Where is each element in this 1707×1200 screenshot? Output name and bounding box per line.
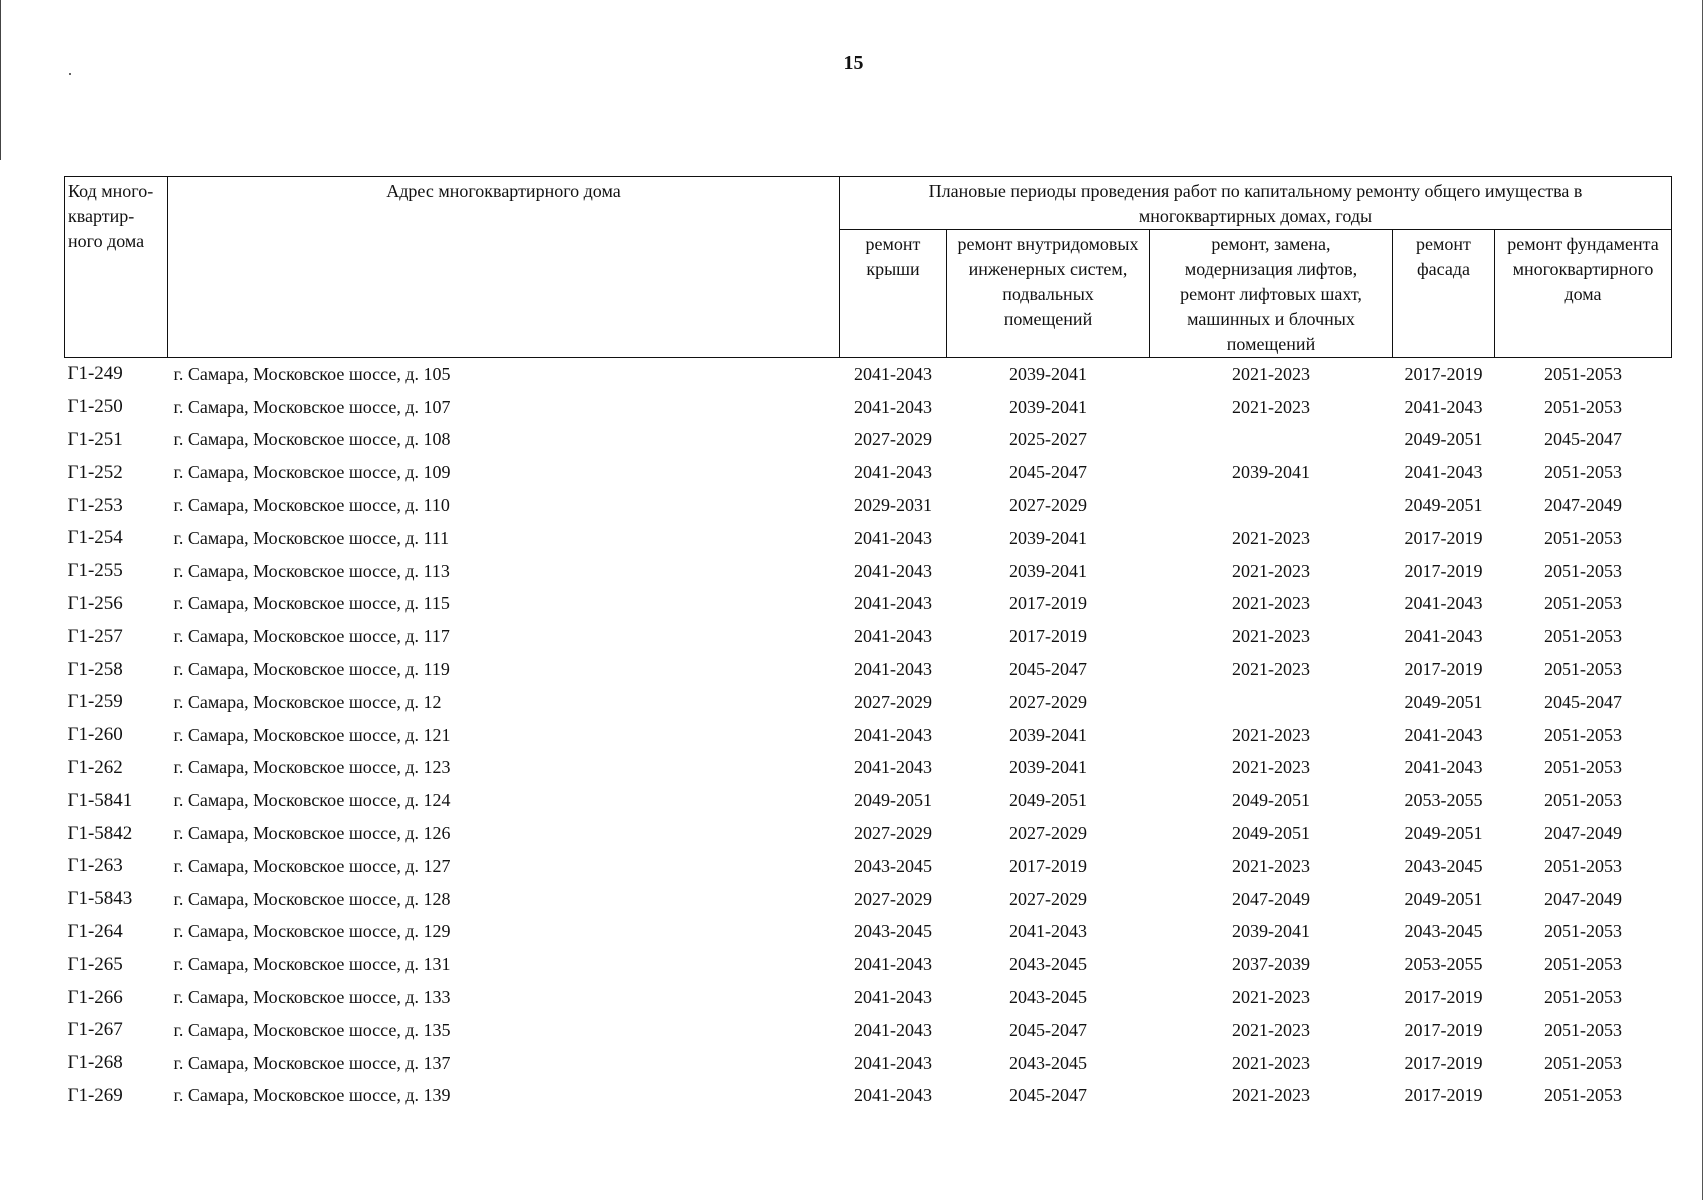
code-cell: Г1-257 [67, 625, 123, 647]
table-row [65, 752, 1672, 785]
facade-cell: 2017-2019 [1404, 987, 1483, 1008]
facade-cell: 2041-2043 [1404, 462, 1483, 483]
header-roof: ремонт крыши [840, 230, 947, 358]
table-row [65, 883, 1672, 916]
facade-cell: 2049-2051 [1404, 429, 1483, 450]
facade-cell: 2017-2019 [1404, 1085, 1483, 1106]
address-cell: г. Самара, Московское шоссе, д. 128 [173, 888, 451, 909]
roof-cell: 2041-2043 [854, 560, 932, 581]
engineering-cell: 2027-2029 [1009, 888, 1087, 909]
header-address: Адрес многоквартирного дома [168, 177, 840, 358]
address-cell: г. Самара, Московское шоссе, д. 113 [173, 560, 450, 581]
table-row [65, 817, 1672, 850]
table-row [65, 620, 1672, 653]
roof-cell: 2041-2043 [854, 724, 932, 745]
address-cell: г. Самара, Московское шоссе, д. 137 [173, 1052, 451, 1073]
engineering-cell: 2045-2047 [1009, 659, 1087, 680]
engineering-cell: 2043-2045 [1009, 987, 1087, 1008]
facade-cell: 2041-2043 [1404, 396, 1483, 417]
address-cell: г. Самара, Московское шоссе, д. 123 [173, 757, 451, 778]
engineering-cell: 2017-2019 [1009, 593, 1087, 614]
facade-cell: 2053-2055 [1404, 954, 1483, 975]
engineering-cell: 2045-2047 [1009, 462, 1087, 483]
code-cell: Г1-264 [67, 920, 123, 942]
table-row [65, 784, 1672, 817]
table-row [65, 424, 1672, 457]
code-cell: Г1-255 [67, 560, 123, 582]
address-cell: г. Самара, Московское шоссе, д. 109 [173, 462, 451, 483]
elevator-cell: 2021-2023 [1232, 363, 1310, 384]
table-row [65, 588, 1672, 621]
roof-cell: 2027-2029 [854, 691, 932, 712]
code-cell: Г1-263 [67, 855, 123, 877]
roof-cell: 2043-2045 [854, 855, 932, 876]
table-row [65, 358, 1672, 391]
elevator-cell: 2021-2023 [1232, 855, 1310, 876]
address-cell: г. Самара, Московское шоссе, д. 127 [173, 855, 451, 876]
facade-cell: 2041-2043 [1404, 757, 1483, 778]
table-row [65, 850, 1672, 883]
code-cell: Г1-262 [67, 756, 123, 778]
engineering-cell: 2027-2029 [1009, 495, 1087, 516]
elevator-cell: 2021-2023 [1232, 626, 1310, 647]
facade-cell: 2017-2019 [1404, 659, 1483, 680]
code-cell: Г1-265 [67, 953, 123, 975]
code-cell: Г1-250 [67, 396, 123, 418]
table-row [65, 719, 1672, 752]
elevator-cell: 2021-2023 [1232, 1019, 1310, 1040]
roof-cell: 2041-2043 [854, 757, 932, 778]
code-cell: Г1-260 [67, 724, 123, 746]
facade-cell: 2017-2019 [1404, 527, 1483, 548]
elevator-cell: 2021-2023 [1232, 593, 1310, 614]
roof-cell: 2041-2043 [854, 396, 932, 417]
table-row [65, 555, 1672, 588]
table-row [65, 1047, 1672, 1080]
engineering-cell: 2043-2045 [1009, 954, 1087, 975]
address-cell: г. Самара, Московское шоссе, д. 115 [173, 593, 450, 614]
elevator-cell: 2039-2041 [1232, 462, 1310, 483]
foundation-cell: 2051-2053 [1544, 1019, 1622, 1040]
elevator-cell: 2021-2023 [1232, 987, 1310, 1008]
address-cell: г. Самара, Московское шоссе, д. 124 [173, 790, 451, 811]
elevator-cell: 2021-2023 [1232, 757, 1310, 778]
facade-cell: 2017-2019 [1404, 560, 1483, 581]
foundation-cell: 2051-2053 [1544, 396, 1622, 417]
code-cell: Г1-259 [67, 691, 123, 713]
address-cell: г. Самара, Московское шоссе, д. 110 [173, 495, 450, 516]
table-row [65, 948, 1672, 981]
code-cell: Г1-254 [67, 527, 123, 549]
foundation-cell: 2051-2053 [1544, 757, 1622, 778]
engineering-cell: 2041-2043 [1009, 921, 1087, 942]
engineering-cell: 2039-2041 [1009, 560, 1087, 581]
roof-cell: 2041-2043 [854, 363, 932, 384]
header-row-1 [65, 177, 1672, 230]
foundation-cell: 2051-2053 [1544, 921, 1622, 942]
foundation-cell: 2051-2053 [1544, 527, 1622, 548]
roof-cell: 2029-2031 [854, 495, 932, 516]
left-scan-edge [0, 0, 1, 160]
table-row [65, 981, 1672, 1014]
roof-cell: 2041-2043 [854, 593, 932, 614]
table-row [65, 456, 1672, 489]
engineering-cell: 2017-2019 [1009, 855, 1087, 876]
address-cell: г. Самара, Московское шоссе, д. 111 [173, 527, 450, 548]
elevator-cell: 2049-2051 [1232, 823, 1310, 844]
address-cell: г. Самара, Московское шоссе, д. 117 [173, 626, 450, 647]
code-cell: Г1-269 [67, 1084, 123, 1106]
facade-cell: 2017-2019 [1404, 1052, 1483, 1073]
foundation-cell: 2051-2053 [1544, 363, 1622, 384]
foundation-cell: 2051-2053 [1544, 790, 1622, 811]
address-cell: г. Самара, Московское шоссе, д. 139 [173, 1085, 451, 1106]
roof-cell: 2041-2043 [854, 626, 932, 647]
elevator-cell: 2021-2023 [1232, 1052, 1310, 1073]
roof-cell: 2041-2043 [854, 659, 932, 680]
header-facade: ремонт фасада [1393, 230, 1495, 358]
code-cell: Г1-253 [67, 494, 123, 516]
address-cell: г. Самара, Московское шоссе, д. 105 [173, 363, 451, 384]
elevator-cell: 2047-2049 [1232, 888, 1310, 909]
roof-cell: 2041-2043 [854, 1019, 932, 1040]
foundation-cell: 2051-2053 [1544, 626, 1622, 647]
elevator-cell: 2021-2023 [1232, 527, 1310, 548]
elevator-cell: 2021-2023 [1232, 560, 1310, 581]
header-group: Плановые периоды проведения работ по капитальному ремонту общего имущества в многоквартирных домах, годы [840, 177, 1672, 230]
engineering-cell: 2039-2041 [1009, 363, 1087, 384]
foundation-cell: 2051-2053 [1544, 593, 1622, 614]
facade-cell: 2049-2051 [1404, 888, 1483, 909]
foundation-cell: 2045-2047 [1544, 429, 1622, 450]
foundation-cell: 2051-2053 [1544, 560, 1622, 581]
roof-cell: 2041-2043 [854, 987, 932, 1008]
roof-cell: 2027-2029 [854, 823, 932, 844]
page-number: 15 [843, 52, 864, 74]
elevator-cell [1150, 424, 1393, 457]
address-cell: г. Самара, Московское шоссе, д. 131 [173, 954, 451, 975]
table-row [65, 391, 1672, 424]
elevator-cell: 2021-2023 [1232, 396, 1310, 417]
facade-cell: 2017-2019 [1404, 363, 1483, 384]
facade-cell: 2041-2043 [1404, 593, 1483, 614]
engineering-cell: 2027-2029 [1009, 823, 1087, 844]
elevator-cell: 2021-2023 [1232, 1085, 1310, 1106]
roof-cell: 2041-2043 [854, 462, 932, 483]
address-cell: г. Самара, Московское шоссе, д. 119 [173, 659, 450, 680]
facade-cell: 2041-2043 [1404, 724, 1483, 745]
table-row [65, 653, 1672, 686]
elevator-cell: 2049-2051 [1232, 790, 1310, 811]
code-cell: Г1-258 [67, 658, 123, 680]
code-cell: Г1-249 [67, 363, 123, 385]
roof-cell: 2041-2043 [854, 527, 932, 548]
code-cell: Г1-267 [67, 1019, 123, 1041]
address-cell: г. Самара, Московское шоссе, д. 135 [173, 1019, 451, 1040]
engineering-cell: 2027-2029 [1009, 691, 1087, 712]
foundation-cell: 2047-2049 [1544, 888, 1622, 909]
table-row [65, 489, 1672, 522]
table-row [65, 1014, 1672, 1047]
engineering-cell: 2025-2027 [1009, 429, 1087, 450]
foundation-cell: 2051-2053 [1544, 659, 1622, 680]
foundation-cell: 2047-2049 [1544, 823, 1622, 844]
header-foundation: ремонт фундамента многоквартирного дома [1495, 230, 1672, 358]
address-cell: г. Самара, Московское шоссе, д. 107 [173, 396, 451, 417]
code-cell: Г1-266 [67, 986, 123, 1008]
table-row [65, 916, 1672, 949]
elevator-cell [1150, 686, 1393, 719]
code-cell: Г1-252 [67, 461, 123, 483]
address-cell: г. Самара, Московское шоссе, д. 133 [173, 987, 451, 1008]
roof-cell: 2041-2043 [854, 1052, 932, 1073]
header-engineering: ремонт внутридомовых инженерных систем, подвальных помещений [947, 230, 1150, 358]
table-row [65, 522, 1672, 555]
roof-cell: 2041-2043 [854, 954, 932, 975]
facade-cell: 2041-2043 [1404, 626, 1483, 647]
roof-cell: 2027-2029 [854, 429, 932, 450]
code-cell: Г1-256 [67, 592, 123, 614]
engineering-cell: 2049-2051 [1009, 790, 1087, 811]
facade-cell: 2049-2051 [1404, 495, 1483, 516]
elevator-cell: 2037-2039 [1232, 954, 1310, 975]
code-cell: Г1-251 [67, 428, 123, 450]
header-elevator: ремонт, замена, модернизация лифтов, ремонт лифтовых шахт, машинных и блочных помещений [1150, 230, 1393, 358]
repair-schedule-table [64, 176, 1672, 1112]
engineering-cell: 2039-2041 [1009, 396, 1087, 417]
address-cell: г. Самара, Московское шоссе, д. 126 [173, 823, 451, 844]
engineering-cell: 2017-2019 [1009, 626, 1087, 647]
engineering-cell: 2039-2041 [1009, 724, 1087, 745]
facade-cell: 2017-2019 [1404, 1019, 1483, 1040]
table-row [65, 1080, 1672, 1113]
facade-cell: 2049-2051 [1404, 691, 1483, 712]
code-cell: Г1-5841 [67, 789, 133, 811]
engineering-cell: 2039-2041 [1009, 757, 1087, 778]
roof-cell: 2027-2029 [854, 888, 932, 909]
elevator-cell [1150, 489, 1393, 522]
roof-cell: 2041-2043 [854, 1085, 932, 1106]
foundation-cell: 2051-2053 [1544, 724, 1622, 745]
address-cell: г. Самара, Московское шоссе, д. 108 [173, 429, 451, 450]
foundation-cell: 2045-2047 [1544, 691, 1622, 712]
facade-cell: 2043-2045 [1404, 855, 1483, 876]
foundation-cell: 2047-2049 [1544, 495, 1622, 516]
elevator-cell: 2039-2041 [1232, 921, 1310, 942]
foundation-cell: 2051-2053 [1544, 1052, 1622, 1073]
address-cell: г. Самара, Московское шоссе, д. 12 [173, 691, 442, 712]
foundation-cell: 2051-2053 [1544, 987, 1622, 1008]
roof-cell: 2043-2045 [854, 921, 932, 942]
address-cell: г. Самара, Московское шоссе, д. 129 [173, 921, 451, 942]
header-code: Код много-квартир-ного дома [65, 177, 168, 358]
foundation-cell: 2051-2053 [1544, 855, 1622, 876]
engineering-cell: 2043-2045 [1009, 1052, 1087, 1073]
table-row [65, 686, 1672, 719]
facade-cell: 2043-2045 [1404, 921, 1483, 942]
engineering-cell: 2045-2047 [1009, 1085, 1087, 1106]
facade-cell: 2049-2051 [1404, 823, 1483, 844]
code-cell: Г1-268 [67, 1052, 123, 1074]
foundation-cell: 2051-2053 [1544, 1085, 1622, 1106]
right-scan-edge [1702, 0, 1703, 1200]
address-cell: г. Самара, Московское шоссе, д. 121 [173, 724, 451, 745]
foundation-cell: 2051-2053 [1544, 954, 1622, 975]
code-cell: Г1-5843 [67, 888, 133, 910]
foundation-cell: 2051-2053 [1544, 462, 1622, 483]
engineering-cell: 2039-2041 [1009, 527, 1087, 548]
facade-cell: 2053-2055 [1404, 790, 1483, 811]
code-cell: Г1-5842 [67, 822, 133, 844]
elevator-cell: 2021-2023 [1232, 724, 1310, 745]
table-body [65, 358, 1672, 1113]
elevator-cell: 2021-2023 [1232, 659, 1310, 680]
roof-cell: 2049-2051 [854, 790, 932, 811]
engineering-cell: 2045-2047 [1009, 1019, 1087, 1040]
